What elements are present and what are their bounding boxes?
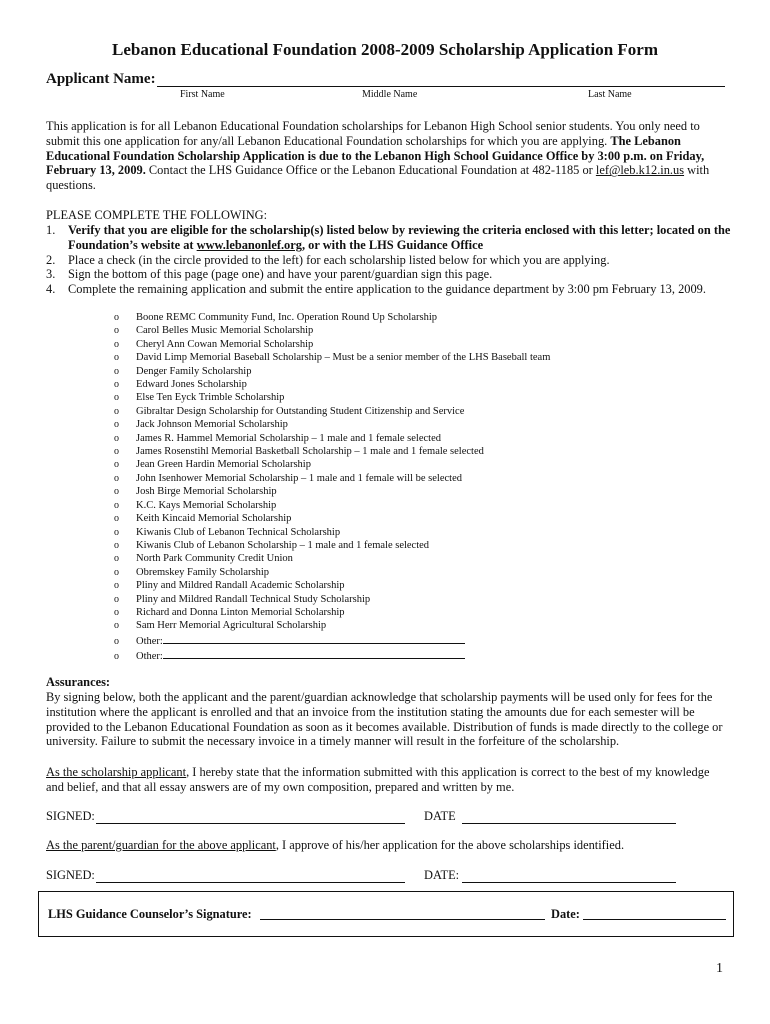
scholarship-item: o David Limp Memorial Baseball Scholarship – Must be a senior member of the LHS Baseball team	[114, 352, 551, 364]
circle-checkbox[interactable]: o	[114, 405, 119, 417]
guardian-date-label: DATE:	[424, 868, 460, 882]
intro-paragraph: This application is for all Lebanon Educational Foundation scholarships for Lebanon High School senior students. You only need to submit this one application for any/all Lebanon Educational Foundation scholarships for which you are applying. The Lebanon Educational Foundation Scholarship Application is due to the Lebanon High School Guidance Office by 3:00 p.m. on Friday, February 13, 2009. Contact the LHS Guidance Office or the Lebanon Educational Foundation at 482-1185 or lef@leb.k12.in.us with questions.	[46, 119, 710, 193]
scholarship-item: o Jean Green Hardin Memorial Scholarship	[114, 459, 311, 471]
circle-checkbox[interactable]: o	[114, 539, 119, 551]
circle-checkbox[interactable]: o	[114, 499, 119, 511]
applicant-name-field[interactable]	[157, 86, 725, 87]
scholarship-item: o Gibraltar Design Scholarship for Outstanding Student Citizenship and Service	[114, 405, 465, 417]
scholarship-item: o Josh Birge Memorial Scholarship	[114, 486, 277, 498]
scholarship-item: o Jack Johnson Memorial Scholarship	[114, 419, 288, 431]
assurances-paragraph: By signing below, both the applicant and the parent/guardian acknowledge that scholarship payments will be used only for fees for the institution where the applicant is enrolled and that an invoice from the institution stating the amounts due for each semester will be provided to the Lebanon Educational Foundation as soon as it becomes available. Distribution of funds is made directly to the college or university. Failure to submit the necessary invoice in a timely manner will result in the forfeiture of the scholarship.	[46, 690, 723, 749]
circle-checkbox[interactable]: o	[114, 486, 119, 498]
applicant-signed-label: SIGNED:	[46, 809, 95, 823]
scholarship-item: o James R. Hammel Memorial Scholarship – 1 male and 1 female selected	[114, 432, 441, 444]
circle-checkbox[interactable]: o	[114, 459, 119, 471]
other-scholarship-field[interactable]	[163, 633, 465, 644]
email-link[interactable]: lef@leb.k12.in.us	[595, 163, 685, 178]
applicant-name-label: Applicant Name:	[46, 71, 156, 87]
scholarship-item: o Obremskey Family Scholarship	[114, 566, 269, 578]
first-name-caption: First Name	[180, 89, 225, 100]
assurances-heading: Assurances:	[46, 675, 111, 689]
step-1: 1. Verify that you are eligible for the scholarship(s) listed below by reviewing the criteria enclosed with this letter; located on the Foundation’s website at www.lebanonlef.org, or with the LHS Guidance Office	[46, 223, 731, 252]
scholarship-list	[114, 311, 550, 664]
guardian-date-field[interactable]	[462, 882, 676, 883]
counselor-signature-field[interactable]	[260, 919, 545, 920]
applicant-date-field[interactable]	[462, 823, 676, 824]
circle-checkbox[interactable]: o	[114, 365, 119, 377]
step-2: 2. Place a check (in the circle provided to the left) for each scholarship listed below for which you are applying.	[46, 252, 610, 267]
circle-checkbox[interactable]: o	[114, 419, 119, 431]
scholarship-item: o Sam Herr Memorial Agricultural Scholarship	[114, 620, 327, 632]
scholarship-item-other: o Other:	[114, 633, 550, 648]
circle-checkbox[interactable]: o	[114, 446, 119, 458]
applicant-date-label: DATE	[424, 809, 456, 823]
step-3: 3. Sign the bottom of this page (page one) and have your parent/guardian sign this page.	[46, 267, 493, 282]
scholarship-item: o K.C. Kays Memorial Scholarship	[114, 499, 277, 511]
other-scholarship-field[interactable]	[163, 648, 465, 659]
scholarship-item: o Keith Kincaid Memorial Scholarship	[114, 513, 292, 525]
applicant-signature-field[interactable]	[96, 823, 405, 824]
circle-checkbox[interactable]: o	[114, 580, 119, 592]
circle-checkbox[interactable]: o	[114, 379, 119, 391]
scholarship-item: o Carol Belles Music Memorial Scholarship	[114, 325, 314, 337]
circle-checkbox[interactable]: o	[114, 432, 119, 444]
scholarship-item: o Pliny and Mildred Randall Academic Scholarship	[114, 580, 345, 592]
circle-checkbox[interactable]: o	[114, 352, 119, 364]
please-complete-heading: PLEASE COMPLETE THE FOLLOWING:	[46, 208, 268, 222]
scholarship-item: o Denger Family Scholarship	[114, 365, 252, 377]
circle-checkbox[interactable]: o	[114, 472, 119, 484]
circle-checkbox[interactable]: o	[114, 651, 119, 663]
circle-checkbox[interactable]: o	[114, 513, 119, 525]
scholarship-item-other: o Other:	[114, 648, 550, 663]
scholarship-item: o Boone REMC Community Fund, Inc. Operation Round Up Scholarship	[114, 312, 437, 323]
scholarship-item: o Kiwanis Club of Lebanon Scholarship – 1 male and 1 female selected	[114, 539, 430, 551]
circle-checkbox[interactable]: o	[114, 620, 119, 632]
form-title: Lebanon Educational Foundation 2008-2009 Scholarship Application Form	[112, 40, 658, 59]
guardian-signed-label: SIGNED:	[46, 868, 95, 882]
counselor-signature-box	[38, 891, 734, 937]
page-number: 1	[716, 961, 723, 976]
guardian-signature-field[interactable]	[96, 882, 405, 883]
scholarship-item: o John Isenhower Memorial Scholarship – 1 male and 1 female will be selected	[114, 472, 462, 484]
circle-checkbox[interactable]: o	[114, 325, 119, 337]
scholarship-item: o Kiwanis Club of Lebanon Technical Scholarship	[114, 526, 341, 538]
counselor-signature-label: LHS Guidance Counselor’s Signature:	[48, 907, 252, 921]
circle-checkbox[interactable]: o	[114, 566, 119, 578]
scholarship-item: o Cheryl Ann Cowan Memorial Scholarship	[114, 338, 314, 350]
instruction-steps	[46, 223, 736, 297]
circle-checkbox[interactable]: o	[114, 526, 119, 538]
website-link[interactable]: www.lebanonlef.org	[196, 237, 302, 252]
guardian-statement: As the parent/guardian for the above applicant, I approve of his/her application for the above scholarships identified.	[46, 838, 625, 852]
circle-checkbox[interactable]: o	[114, 312, 119, 323]
circle-checkbox[interactable]: o	[114, 606, 119, 618]
step-4: 4. Complete the remaining application and submit the entire application to the guidance department by 3:00 pm February 13, 2009.	[46, 282, 706, 297]
counselor-date-field[interactable]	[583, 919, 726, 920]
scholarship-item: o Edward Jones Scholarship	[114, 379, 247, 391]
circle-checkbox[interactable]: o	[114, 553, 119, 565]
counselor-date-label: Date:	[551, 907, 580, 921]
circle-checkbox[interactable]: o	[114, 593, 119, 605]
last-name-caption: Last Name	[588, 89, 632, 100]
scholarship-item: o North Park Community Credit Union	[114, 553, 293, 565]
middle-name-caption: Middle Name	[362, 89, 418, 100]
scholarship-item: o James Rosenstihl Memorial Basketball Scholarship – 1 male and 1 female selected	[114, 446, 484, 458]
circle-checkbox[interactable]: o	[114, 338, 119, 350]
circle-checkbox[interactable]: o	[114, 635, 119, 647]
scholarship-item: o Else Ten Eyck Trimble Scholarship	[114, 392, 285, 404]
circle-checkbox[interactable]: o	[114, 392, 119, 404]
applicant-statement: As the scholarship applicant, I hereby state that the information submitted with this application is correct to the best of my knowledge and belief, and that all essay answers are of my own composition, prepared and written by me.	[46, 765, 710, 794]
scholarship-item: o Richard and Donna Linton Memorial Scholarship	[114, 606, 345, 618]
scholarship-item: o Pliny and Mildred Randall Technical Study Scholarship	[114, 593, 371, 605]
